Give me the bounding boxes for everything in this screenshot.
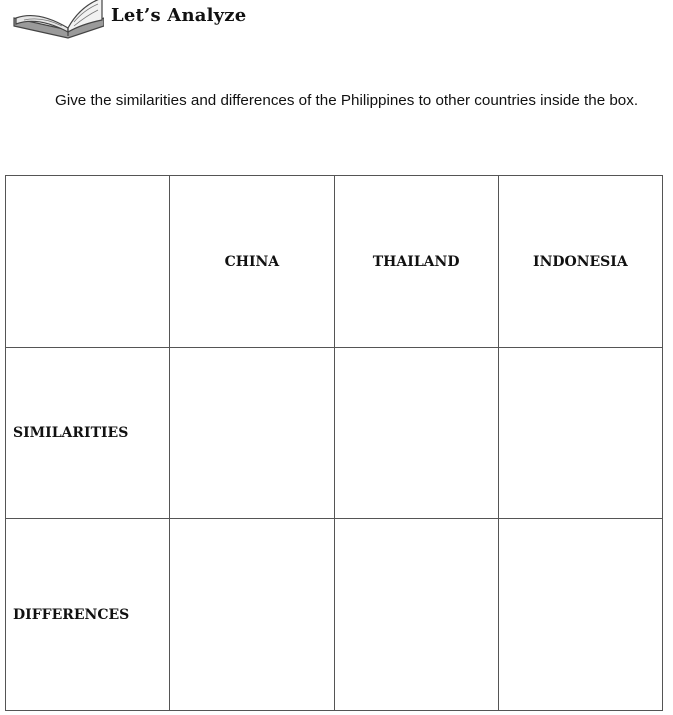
row-label-similarities: SIMILARITIES [6,348,170,519]
open-book-icon [8,0,104,40]
comparison-table [5,175,663,711]
answer-cell-similarities-china[interactable] [170,348,334,519]
header-cell-indonesia: INDONESIA [498,176,662,348]
table-row-differences [6,519,663,711]
header-cell-china: CHINA [170,176,334,348]
answer-cell-differences-indonesia[interactable] [498,519,662,711]
section-title: Let’s Analyze [111,5,247,26]
table-header-row [6,176,663,348]
row-label-differences: DIFFERENCES [6,519,170,711]
answer-cell-differences-china[interactable] [170,519,334,711]
answer-cell-similarities-thailand[interactable] [334,348,498,519]
header-cell-thailand: THAILAND [334,176,498,348]
answer-cell-similarities-indonesia[interactable] [498,348,662,519]
header-cell-corner [6,176,170,348]
answer-cell-differences-thailand[interactable] [334,519,498,711]
table-row-similarities [6,348,663,519]
instructions-text: Give the similarities and differences of the Philippines to other countries inside the box. [55,92,639,109]
